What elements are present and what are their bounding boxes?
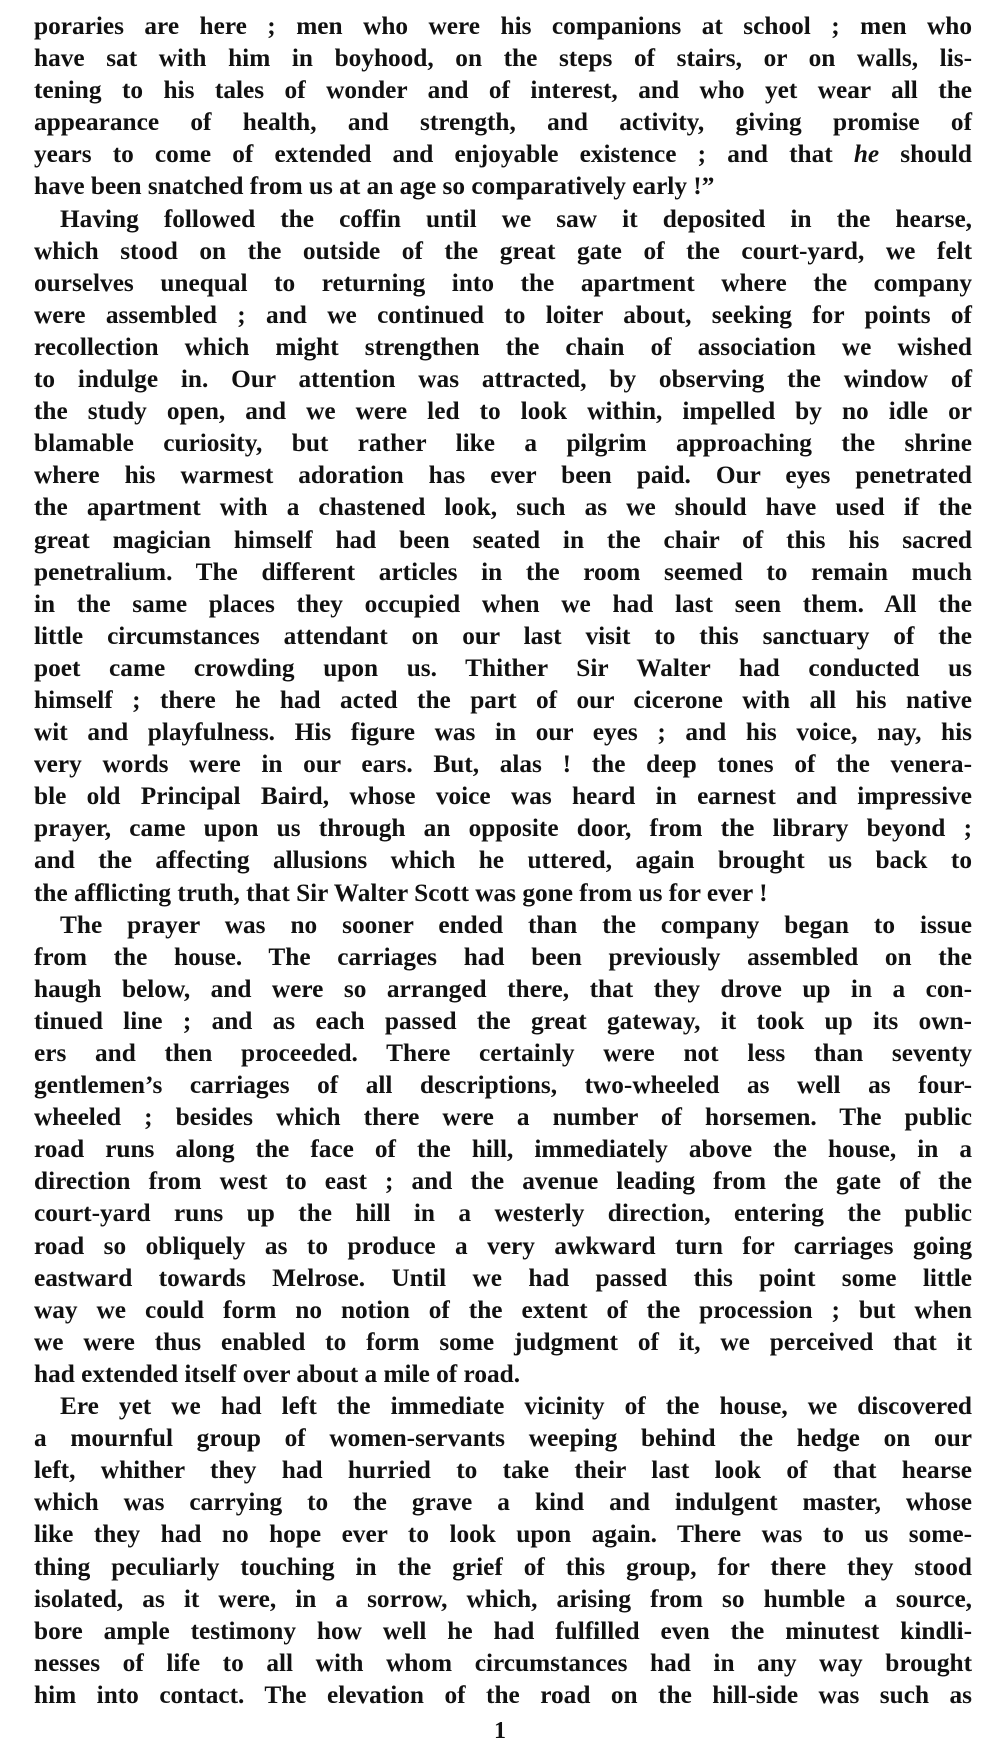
text-line: isolated, as it were, in a sorrow, which, arising from so humble a source,	[34, 1584, 972, 1613]
text-line: ble old Principal Baird, whose voice was heard in earnest and impressive	[34, 782, 972, 811]
text-line: tening to his tales of wonder and of interest, and who yet wear all the	[34, 76, 972, 105]
text-line: poet came crowding upon us. Thither Sir Walter had conducted us	[34, 653, 972, 682]
text-line: the afflicting truth, that Sir Walter Scott was gone from us for ever !	[34, 878, 768, 907]
text-line: the study open, and we were led to look within, impelled by no idle or	[34, 397, 972, 426]
page-body	[34, 10, 972, 1730]
text-line: Having followed the coffin until we saw it deposited in the hearse,	[60, 204, 972, 233]
page-number: 1	[494, 1718, 506, 1744]
text-line: ers and then proceeded. There certainly were not less than seventy	[34, 1039, 972, 1067]
text-line: penetralium. The different articles in the room seemed to remain much	[34, 557, 972, 586]
text-line: way we could form no notion of the extent of the procession ; but when	[34, 1295, 972, 1324]
text-line: from the house. The carriages had been previously assembled on the	[34, 942, 972, 971]
text-line: and the affecting allusions which he uttered, again brought us back to	[34, 846, 972, 875]
text-line: haugh below, and were so arranged there, that they drove up in a con-	[34, 974, 972, 1003]
text-line: have been snatched from us at an age so comparatively early !”	[34, 172, 715, 201]
text-line: thing peculiarly touching in the grief of this group, for there they stood	[34, 1552, 972, 1581]
text-line: appearance of health, and strength, and activity, giving promise of	[34, 108, 972, 137]
text-line: where his warmest adoration has ever been paid. Our eyes penetrated	[34, 461, 972, 490]
text-line: which was carrying to the grave a kind and indulgent master, whose	[34, 1488, 972, 1517]
text-line: which stood on the outside of the great gate of the court-yard, we felt	[34, 236, 972, 265]
text-line: poraries are here ; men who were his companions at school ; men who	[34, 12, 972, 40]
paragraph-3	[34, 909, 972, 1390]
text-line: the apartment with a chastened look, such as we should have used if the	[34, 493, 972, 522]
text-line: Ere yet we had left the immediate vicinity of the house, we discovered	[60, 1392, 972, 1421]
text-line: a mournful group of women-servants weeping behind the hedge on our	[34, 1424, 972, 1453]
text-line: had extended itself over about a mile of road.	[34, 1359, 521, 1388]
text-line: nesses of life to all with whom circumstances had in any way brought	[34, 1648, 972, 1677]
text-line: gentlemen’s carriages of all descriptions, two-wheeled as well as four-	[34, 1071, 972, 1100]
text-line: to indulge in. Our attention was attracted, by observing the window of	[34, 365, 972, 394]
text-line: little circumstances attendant on our last visit to this sanctuary of the	[34, 621, 972, 650]
text-line: wheeled ; besides which there were a number of horsemen. The public	[34, 1103, 972, 1132]
paragraph-2	[34, 203, 972, 909]
text-line: road so obliquely as to produce a very awkward turn for carriages going	[34, 1231, 972, 1260]
text-line: eastward towards Melrose. Until we had passed this point some little	[34, 1263, 972, 1292]
text-line: great magician himself had been seated in the chair of this his sacred	[34, 525, 972, 554]
text-line: him into contact. The elevation of the road on the hill-side was such as	[34, 1680, 972, 1709]
text-line: recollection which might strengthen the chain of association we wished	[34, 332, 972, 361]
text-line: himself ; there he had acted the part of our cicerone with all his native	[34, 685, 972, 714]
text-line: have sat with him in boyhood, on the steps of stairs, or on walls, lis-	[34, 44, 972, 73]
text-line: blamable curiosity, but rather like a pilgrim approaching the shrine	[34, 429, 972, 458]
text-line: tinued line ; and as each passed the great gateway, it took up its own-	[34, 1006, 972, 1035]
text-line: like they had no hope ever to look upon again. There was to us some-	[34, 1520, 972, 1549]
paragraph-1	[34, 10, 972, 203]
text-line: road runs along the face of the hill, immediately above the house, in a	[34, 1135, 972, 1164]
text-line: prayer, came upon us through an opposite door, from the library beyond ;	[34, 814, 972, 843]
text-line: The prayer was no sooner ended than the company began to issue	[60, 910, 972, 939]
text-line: years to come of extended and enjoyable existence ; and that he should	[34, 140, 972, 169]
text-line: ourselves unequal to returning into the apartment where the company	[34, 268, 972, 297]
text-line: bore ample testimony how well he had fulfilled even the minutest kindli-	[34, 1616, 972, 1645]
text-line: wit and playfulness. His figure was in our eyes ; and his voice, nay, his	[34, 718, 972, 747]
text-line: court-yard runs up the hill in a westerly direction, entering the public	[34, 1199, 972, 1228]
text-line: we were thus enabled to form some judgment of it, we perceived that it	[34, 1327, 972, 1356]
text-line: left, whither they had hurried to take their last look of that hearse	[34, 1456, 972, 1485]
text-line: very words were in our ears. But, alas ! the deep tones of the venera-	[34, 750, 972, 779]
text-line: were assembled ; and we continued to loiter about, seeking for points of	[34, 300, 972, 329]
paragraph-4	[34, 1390, 972, 1711]
text-line: direction from west to east ; and the avenue leading from the gate of the	[34, 1167, 972, 1196]
text-line: in the same places they occupied when we had last seen them. All the	[34, 589, 972, 618]
